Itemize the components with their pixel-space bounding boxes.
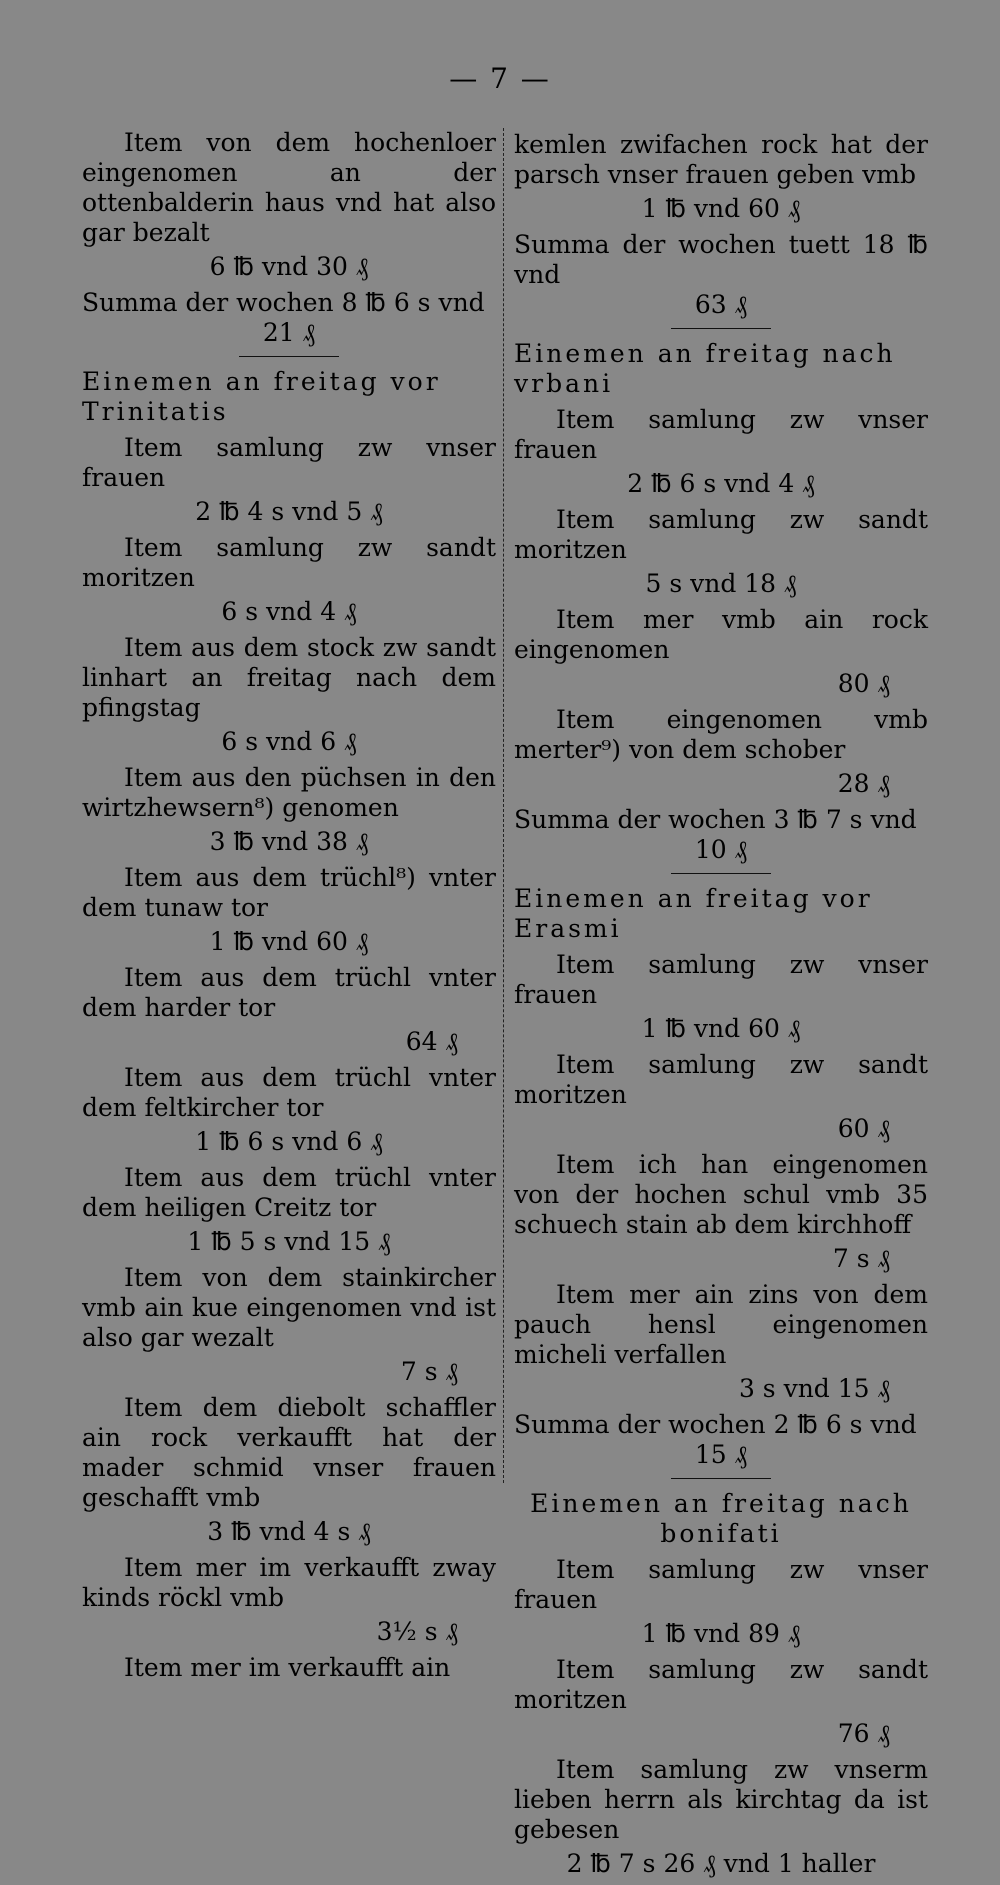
entry-text: Item dem diebolt schaffler ain rock verkaufft hat der mader schmid vnser frauen geschafft vmb [82, 1393, 496, 1512]
sum-text: Summa der wochen tuett 18 ℔ vnd [514, 230, 928, 289]
entry-amount: 2 ℔ 4 s vnd 5 ₰ [195, 497, 383, 526]
entry-text: Item samlung zw vnser frauen [514, 405, 928, 464]
entry-amount: 1 ℔ 6 s vnd 6 ₰ [195, 1127, 383, 1156]
sum-remainder: 63 ₰ [694, 290, 748, 319]
weekly-sum [82, 288, 496, 348]
entry-amount: 6 ℔ vnd 30 ₰ [209, 252, 369, 281]
section-heading: Einemen an freitag vor Erasmi [514, 884, 873, 943]
entry-text: Item samlung zw sandt moritzen [514, 1655, 928, 1714]
entry-amount: 80 ₰ [837, 669, 890, 698]
entry-amount: 7 s ₰ [400, 1357, 458, 1386]
entry-amount: 3 s vnd 15 ₰ [738, 1374, 890, 1403]
entry-text: Item samlung zw vnser frauen [514, 950, 928, 1009]
sum-text: Summa der wochen 2 ℔ 6 s vnd [514, 1410, 917, 1439]
entry-amount: 3 ℔ vnd 4 s ₰ [207, 1517, 371, 1546]
sum-remainder: 21 ₰ [262, 318, 316, 347]
column-separator [503, 128, 504, 1483]
entry-text: Item aus dem trüchl vnter dem harder tor [82, 963, 496, 1022]
entry-text: Item von dem hochenloer eingenomen an der ottenbalderin haus vnd hat also gar bezalt [82, 128, 496, 247]
section-heading: Einemen an freitag nach bonifati [530, 1489, 912, 1548]
section-heading: Einemen an freitag nach vrbani [514, 339, 896, 398]
entry-amount: 1 ℔ vnd 89 ₰ [641, 1619, 801, 1648]
section-rule [239, 356, 339, 357]
entry-amount: 1 ℔ vnd 60 ₰ [641, 1014, 801, 1043]
entry-text: Item aus dem trüchl vnter dem feltkircher tor [82, 1063, 496, 1122]
section-rule [671, 873, 771, 874]
entry-text: Item mer im verkaufft zway kinds röckl vmb [82, 1553, 496, 1612]
entry-text: Item aus dem trüchl vnter dem heiligen Creitz tor [82, 1163, 496, 1222]
entry-text: Item samlung zw vnser frauen [82, 433, 496, 492]
weekly-sum [514, 1410, 928, 1470]
sum-remainder: 10 ₰ [694, 835, 748, 864]
entry-text: Item aus den püchsen in den wirtzhewsern⁸) genomen [82, 763, 496, 822]
entry-text: Item aus dem stock zw sandt linhart an freitag nach dem pfingstag [82, 633, 496, 722]
section-rule [671, 328, 771, 329]
weekly-sum [514, 805, 928, 865]
page-number: — 7 — [449, 62, 551, 95]
entry-text: Item mer im verkaufft ain [124, 1653, 451, 1682]
entry-text: Item samlung zw vnser frauen [514, 1555, 928, 1614]
entry-text: Item aus dem trüchl⁸) vnter dem tunaw tor [82, 863, 496, 922]
sum-text: Summa der wochen 8 ℔ 6 s vnd [82, 288, 485, 317]
entry-continuation: kemlen zwifachen rock hat der parsch vnser frauen geben vmb [514, 130, 928, 189]
section-heading: Einemen an freitag vor Trinitatis [82, 367, 441, 426]
entry-text: Item eingenomen vmb merter⁹) von dem schober [514, 705, 928, 764]
sum-remainder: 15 ₰ [694, 1440, 748, 1469]
entry-amount: 7 s ₰ [832, 1244, 890, 1273]
entry-amount: 2 ℔ 7 s 26 ₰ vnd 1 haller [566, 1849, 876, 1878]
entry-text: Item mer ain zins von dem pauch hensl eingenomen micheli verfallen [514, 1280, 928, 1369]
entry-text: Item samlung zw sandt moritzen [514, 505, 928, 564]
entry-text: Item samlung zw sandt moritzen [82, 533, 496, 592]
entry-amount: 1 ℔ vnd 60 ₰ [641, 194, 801, 223]
left-column [82, 128, 496, 1687]
right-column [514, 128, 928, 1885]
entry-amount: 3½ s ₰ [376, 1617, 458, 1646]
weekly-sum [514, 230, 928, 320]
entry-text: Item von dem stainkircher vmb ain kue eingenomen vnd ist also gar wezalt [82, 1263, 496, 1352]
entry-amount: 6 s vnd 4 ₰ [221, 597, 357, 626]
entry-text: Item ich han eingenomen von der hochen schul vmb 35 schuech stain ab dem kirchhoff [514, 1150, 928, 1239]
entry-text: Item samlung zw sandt moritzen [514, 1050, 928, 1109]
entry-amount: 60 ₰ [837, 1114, 890, 1143]
section-rule [671, 1478, 771, 1479]
entry-amount: 64 ₰ [405, 1027, 458, 1056]
entry-text: Item samlung zw vnserm lieben herrn als kirchtag da ist gebesen [514, 1755, 928, 1844]
entry-amount: 76 ₰ [837, 1719, 890, 1748]
entry-amount: 1 ℔ vnd 60 ₰ [209, 927, 369, 956]
entry-amount: 3 ℔ vnd 38 ₰ [209, 827, 369, 856]
sum-text: Summa der wochen 3 ℔ 7 s vnd [514, 805, 917, 834]
entry-amount: 6 s vnd 6 ₰ [221, 727, 357, 756]
entry-text: Item mer vmb ain rock eingenomen [514, 605, 928, 664]
entry-amount: 28 ₰ [837, 769, 890, 798]
entry-amount: 2 ℔ 6 s vnd 4 ₰ [627, 469, 815, 498]
entry-amount: 5 s vnd 18 ₰ [645, 569, 797, 598]
entry-amount: 1 ℔ 5 s vnd 15 ₰ [187, 1227, 391, 1256]
